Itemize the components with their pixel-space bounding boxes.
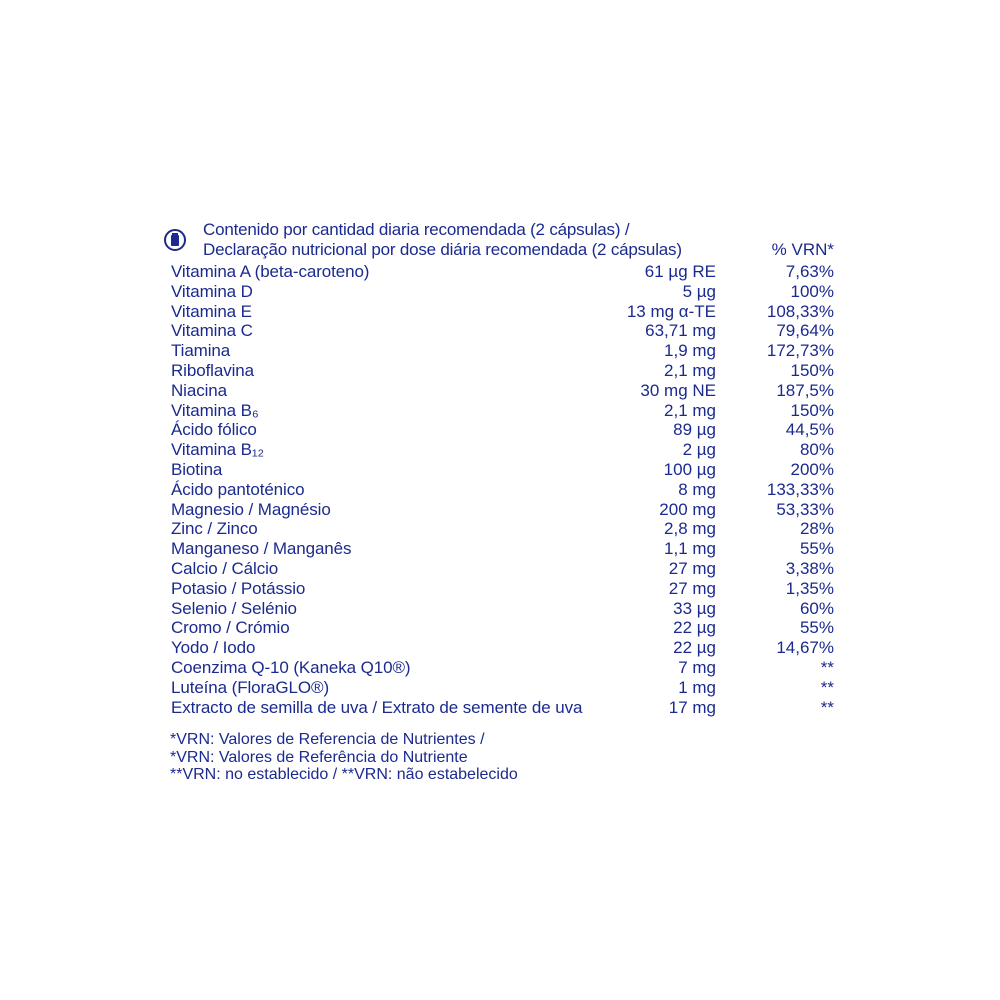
capsule-jar-icon	[164, 229, 186, 251]
nutrient-amount: 5 µg	[682, 281, 716, 301]
nutrient-vrn: 55%	[799, 618, 834, 638]
nutrient-amount: 63,71 mg	[645, 321, 716, 341]
nutrient-name: Luteína (FloraGLO®)	[171, 677, 330, 697]
table-row	[170, 480, 834, 500]
nutrient-vrn: 1,35%	[785, 578, 834, 598]
nutrient-amount: 200 mg	[659, 499, 716, 519]
nutrient-amount: 2,8 mg	[664, 519, 716, 539]
nutrient-amount: 22 µg	[673, 638, 716, 658]
nutrient-amount: 8 mg	[678, 479, 716, 499]
nutrient-name: Calcio / Cálcio	[171, 558, 279, 578]
table-row	[170, 420, 834, 440]
nutrient-name: Vitamina B₁₂	[171, 440, 265, 460]
nutrient-name: Manganeso / Manganês	[171, 539, 352, 559]
table-row	[170, 401, 834, 421]
table-row	[170, 341, 834, 361]
nutrient-vrn: 60%	[799, 598, 834, 618]
nutrient-name: Vitamina E	[171, 301, 252, 321]
nutrient-name: Niacina	[171, 380, 227, 400]
vrn-column-header: % VRN*	[771, 240, 834, 259]
nutrient-vrn: 172,73%	[766, 341, 834, 361]
table-row	[170, 559, 834, 579]
nutrient-amount: 1 mg	[678, 677, 716, 697]
nutrient-amount: 33 µg	[673, 598, 716, 618]
nutrient-name: Ácido pantoténico	[171, 479, 305, 499]
nutrient-vrn: 55%	[799, 539, 834, 559]
nutrient-amount: 89 µg	[673, 420, 716, 440]
table-row	[170, 460, 834, 480]
table-row	[170, 618, 834, 638]
table-row	[170, 638, 834, 658]
nutrient-rows	[170, 262, 834, 717]
table-row	[170, 500, 834, 520]
table-row	[170, 678, 834, 698]
nutrient-amount: 7 mg	[678, 657, 716, 677]
nutrient-amount: 2,1 mg	[664, 400, 716, 420]
nutrient-vrn: 44,5%	[785, 420, 834, 440]
nutrient-amount: 100 µg	[663, 459, 716, 479]
nutrient-name: Magnesio / Magnésio	[171, 499, 331, 519]
table-row	[170, 698, 834, 718]
nutrient-amount: 27 mg	[668, 558, 716, 578]
table-row	[170, 361, 834, 381]
nutrient-amount: 30 mg NE	[640, 380, 716, 400]
nutrient-name: Yodo / Iodo	[171, 638, 256, 658]
header-title-es: Contenido por cantidad diaria recomendada (2 cápsulas) /	[203, 220, 630, 239]
table-row	[170, 302, 834, 322]
nutrient-name: Potasio / Potássio	[171, 578, 306, 598]
nutrient-amount: 2 µg	[682, 440, 716, 460]
nutrient-name: Cromo / Crómio	[171, 618, 290, 638]
table-row	[170, 282, 834, 302]
table-row	[170, 381, 834, 401]
nutrient-vrn: 150%	[790, 360, 834, 380]
nutrient-amount: 22 µg	[673, 618, 716, 638]
footnote-line: **VRN: no establecido / **VRN: não estabelecido	[170, 766, 518, 784]
nutrient-vrn: 7,63%	[785, 262, 834, 281]
nutrient-amount: 13 mg α-TE	[626, 301, 716, 321]
footnote-line: *VRN: Valores de Referencia de Nutrientes /	[170, 731, 485, 749]
footnotes	[170, 731, 834, 784]
nutrient-name: Biotina	[171, 459, 223, 479]
nutrient-name: Vitamina B₆	[171, 400, 259, 420]
nutrient-vrn: **	[820, 657, 834, 677]
nutrient-name: Vitamina A (beta-caroteno)	[171, 262, 370, 281]
table-row	[170, 519, 834, 539]
nutrient-amount: 2,1 mg	[664, 360, 716, 380]
nutrient-vrn: **	[820, 677, 834, 697]
nutrient-vrn: **	[820, 697, 834, 717]
nutrient-name: Coenzima Q-10 (Kaneka Q10®)	[171, 657, 411, 677]
nutrient-vrn: 79,64%	[776, 321, 834, 341]
nutrient-vrn: 14,67%	[776, 638, 834, 658]
nutrient-vrn: 3,38%	[785, 558, 834, 578]
nutrient-vrn: 100%	[790, 281, 834, 301]
nutrient-amount: 1,1 mg	[664, 539, 716, 559]
table-row	[170, 599, 834, 619]
nutrient-name: Selenio / Selénio	[171, 598, 297, 618]
nutrition-table	[170, 218, 834, 784]
nutrient-name: Vitamina D	[171, 281, 253, 301]
nutrient-amount: 61 µg RE	[644, 262, 716, 281]
nutrient-vrn: 80%	[799, 440, 834, 460]
table-row	[170, 321, 834, 341]
nutrient-name: Tiamina	[171, 341, 231, 361]
nutrient-vrn: 108,33%	[766, 301, 834, 321]
nutrient-name: Zinc / Zinco	[171, 519, 258, 539]
footnote-line: *VRN: Valores de Referência do Nutriente	[170, 748, 468, 766]
nutrient-vrn: 187,5%	[776, 380, 834, 400]
nutrient-vrn: 53,33%	[776, 499, 834, 519]
nutrient-amount: 17 mg	[668, 697, 716, 717]
nutrient-name: Riboflavina	[171, 360, 255, 380]
nutrient-name: Ácido fólico	[171, 420, 257, 440]
table-row	[170, 440, 834, 460]
table-row	[170, 262, 834, 282]
nutrient-amount: 27 mg	[668, 578, 716, 598]
nutrient-amount: 1,9 mg	[664, 341, 716, 361]
table-row	[170, 658, 834, 678]
nutrient-vrn: 150%	[790, 400, 834, 420]
table-row	[170, 579, 834, 599]
header-title-pt: Declaração nutricional por dose diária recomendada (2 cápsulas)	[203, 240, 682, 259]
table-header	[170, 218, 834, 262]
nutrient-vrn: 200%	[790, 459, 834, 479]
nutrient-name: Vitamina C	[171, 321, 253, 341]
nutrient-vrn: 133,33%	[766, 479, 834, 499]
table-row	[170, 539, 834, 559]
nutrient-name: Extracto de semilla de uva / Extrato de semente de uva	[171, 697, 583, 717]
nutrient-vrn: 28%	[799, 519, 834, 539]
